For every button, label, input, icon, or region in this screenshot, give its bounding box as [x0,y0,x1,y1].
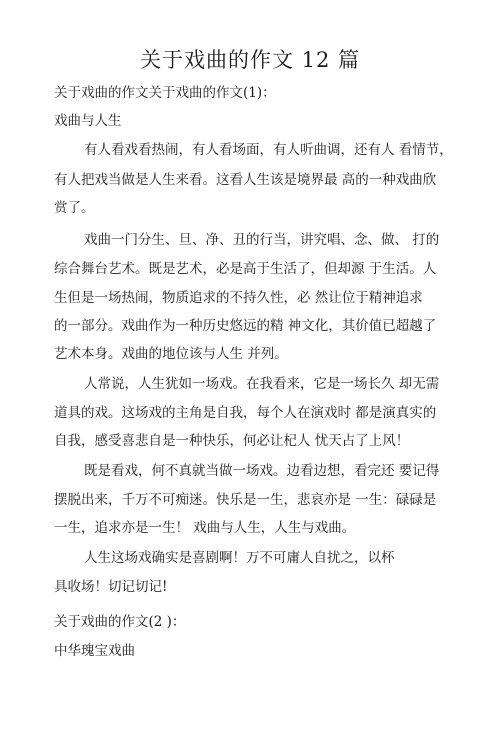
paragraph-line: 综合舞台艺术。既是艺术，必是高于生活了，但却源 于生活。人 [54,261,437,277]
essay-1-heading: 关于戏曲的作文关于戏曲的作文(1)： [54,85,276,101]
paragraph-line: 摆脱出来，千万不可痴迷。快乐是一生，悲哀亦是 一生：碌碌是 [54,492,437,508]
essay-2-subtitle: 中华瑰宝戏曲 [54,643,135,659]
essay-2-heading: 关于戏曲的作文(2 )： [54,614,186,630]
paragraph-line: 人常说，人生犹如一场戏。在我看来，它是一场长久 却无需 [84,376,440,392]
paragraph-line: 戏曲一门分生、旦、净、丑的行当，讲究唱、念、做、 打的 [84,232,440,248]
paragraph-line: 赏了。 [54,200,95,216]
paragraph-line: 有人看戏看热闹，有人看场面，有人听曲调，还有人 看情节， [84,142,453,158]
paragraph-line: 既是看戏，何不真就当做一场戏。边看边想，看完还 要记得 [84,463,440,479]
paragraph-line: 人生这场戏确实是喜剧啊！万不可庸人自扰之，以杯 [84,550,395,566]
paragraph-line: 具收场！切记切记! [54,579,168,595]
paragraph-line: 生但是一场热闹，物质追求的不持久性，必 然让位于精神追求 [54,290,423,306]
paragraph-line: 自我，感受喜悲自是一种快乐，何必让杞人 忧天占了上风！ [54,433,410,449]
paragraph-line: 的一部分。戏曲作为一种历史悠远的精 神文化，其价值已超越了 [54,318,437,334]
document-title: 关于戏曲的作文 12 篇 [139,48,361,72]
paragraph-line: 有人把戏当做是人生来看。这看人生该是境界最 高的一种戏曲欣 [54,172,437,188]
paragraph-line: 道具的戏。这场戏的主角是自我，每个人在演戏时 都是演真实的 [54,405,437,421]
paragraph-line: 一生，追求亦是一生！ 戏曲与人生，人生与戏曲。 [54,520,356,536]
essay-1-subtitle: 戏曲与人生 [54,113,122,129]
paragraph-line: 艺术本身。戏曲的地位该与人生 并列。 [54,346,288,362]
